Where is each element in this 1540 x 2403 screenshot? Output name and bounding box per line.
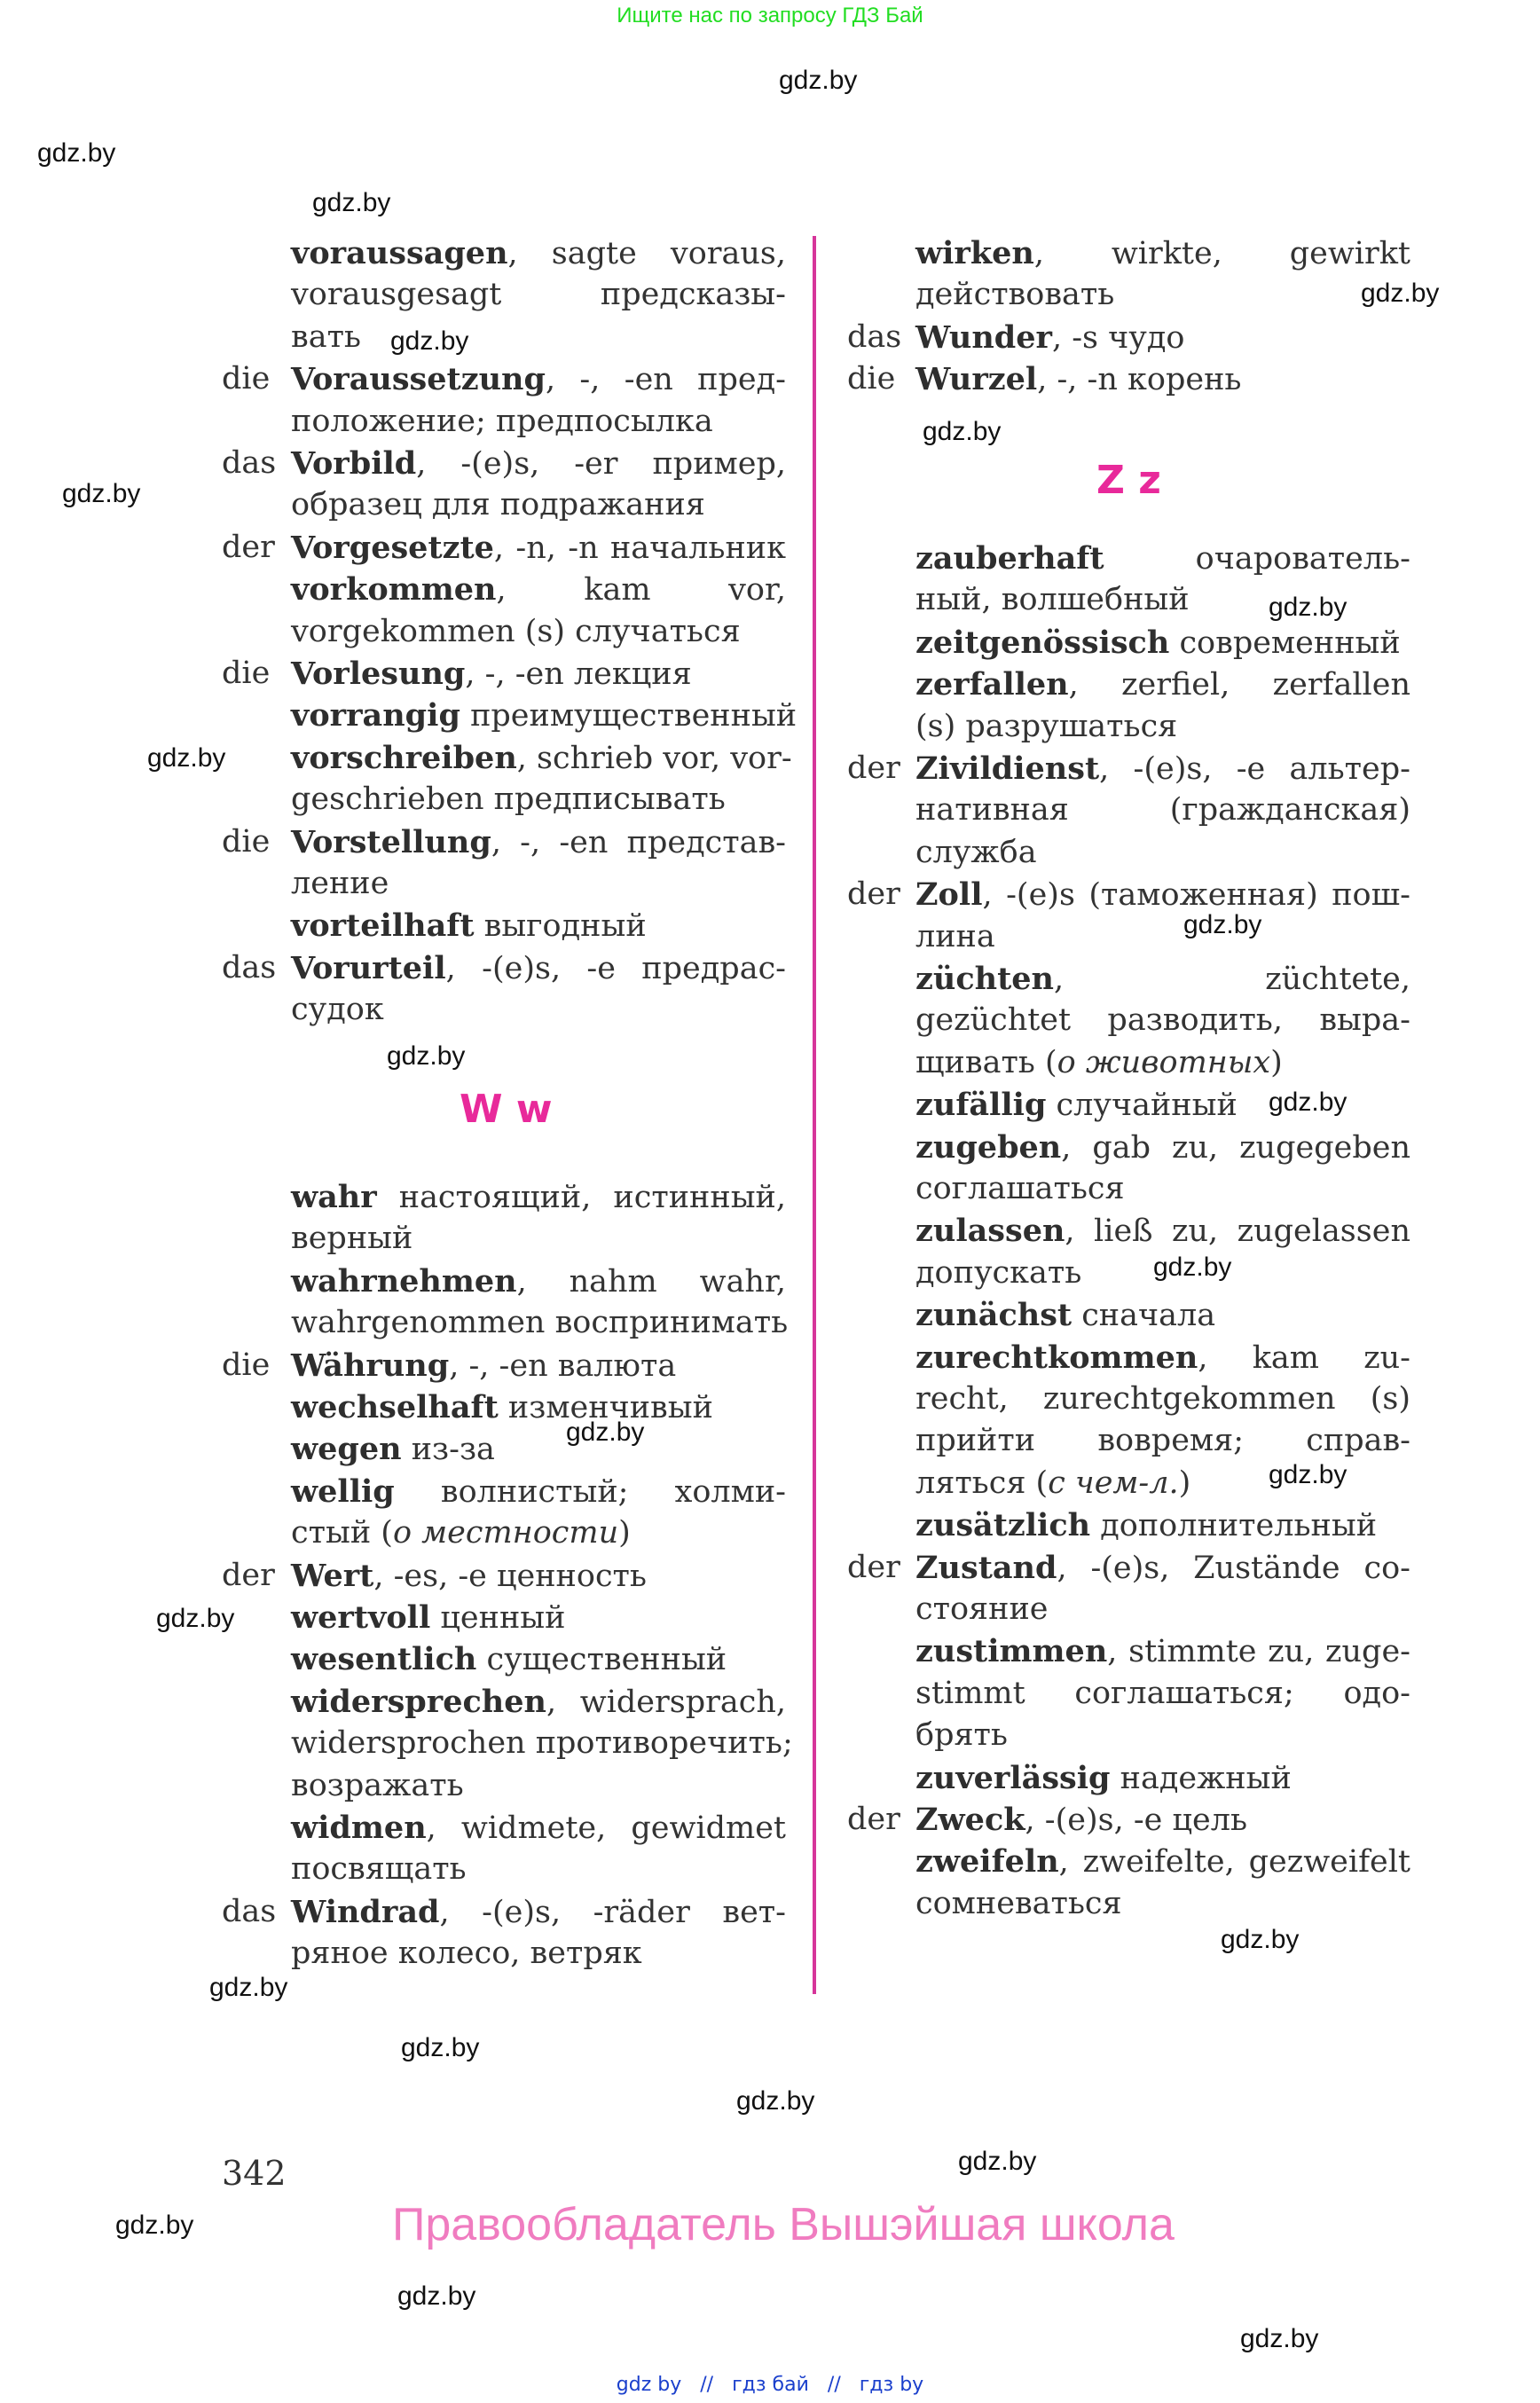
entry-line — [915, 748, 1410, 789]
entry-line — [291, 274, 786, 316]
watermark: gdz.by — [1221, 1925, 1300, 1954]
article: das — [222, 949, 277, 986]
headword: vorschreiben — [291, 739, 517, 776]
watermark: gdz.by — [1153, 1253, 1232, 1282]
headword: Vorbild — [291, 445, 417, 482]
watermark: gdz.by — [209, 1973, 288, 2002]
definition: очарователь- — [1104, 541, 1410, 577]
definition: брять — [915, 1717, 1008, 1754]
definition: , sagte voraus, — [507, 236, 786, 271]
watermark: gdz.by — [1269, 1088, 1348, 1117]
headword: Zivildienst — [915, 750, 1100, 787]
headword: widmen — [291, 1810, 427, 1846]
definition: recht, zurechtgekommen (s) — [915, 1381, 1410, 1417]
definition: , -, -en представ- — [491, 824, 786, 860]
definition: , kam zu- — [1198, 1339, 1410, 1376]
definition: , ließ zu, zugelassen — [1065, 1213, 1410, 1250]
entry-line — [291, 1933, 642, 1975]
headword: wegen — [291, 1431, 402, 1468]
definition: положение; предпосылка — [291, 403, 713, 439]
headword: zerfallen — [915, 666, 1069, 703]
entry-line — [291, 1260, 786, 1302]
link-gdz-by-cyr[interactable]: гдз by — [859, 2374, 924, 2396]
article: der — [847, 1549, 900, 1585]
definition: существенный — [476, 1642, 727, 1678]
entry-line — [291, 1302, 788, 1344]
definition: судок — [291, 992, 384, 1028]
definition: стый ( — [291, 1515, 393, 1551]
entry-line — [291, 779, 726, 821]
definition: сначала — [1072, 1298, 1216, 1334]
headword: wechselhaft — [291, 1389, 499, 1425]
definition: , -(e)s (таможенная) пош- — [982, 877, 1410, 914]
entry-line — [915, 1673, 1410, 1715]
column-divider — [813, 236, 816, 1994]
headword: zauberhaft — [915, 540, 1104, 577]
definition: ) — [1270, 1044, 1283, 1080]
definition: , -(e)s, Zustände co- — [1057, 1550, 1410, 1586]
definition: , zerfiel, zerfallen — [1068, 667, 1410, 703]
definition: , -(e)s, -er пример, — [416, 446, 786, 482]
entry-line — [915, 1210, 1410, 1252]
entry-line — [291, 821, 786, 863]
watermark: gdz.by — [401, 2033, 480, 2062]
article: das — [222, 445, 277, 481]
entry-line — [915, 538, 1410, 579]
definition: современный — [1169, 624, 1401, 661]
article: der — [847, 750, 900, 786]
article: der — [847, 1802, 900, 1837]
entry-line — [915, 832, 1037, 874]
definition: стояние — [915, 1591, 1049, 1627]
definition: лина — [915, 918, 995, 954]
entry-line — [291, 1471, 786, 1512]
definition: из-за — [401, 1432, 495, 1468]
entry-line — [291, 401, 713, 443]
headword: Wurzel — [915, 361, 1038, 398]
definition: посвящать — [291, 1851, 467, 1888]
entry-line — [915, 1084, 1238, 1126]
usage-note: с чем-л. — [1048, 1465, 1179, 1501]
bottom-links — [0, 2374, 1540, 2396]
definition: ляться ( — [915, 1465, 1049, 1501]
headword: Wert — [291, 1557, 374, 1594]
entry-line — [915, 1504, 1377, 1546]
article: das — [222, 1893, 277, 1929]
entry-line — [915, 1168, 1125, 1210]
definition: , kam vor, — [496, 572, 786, 609]
headword: wesentlich — [291, 1641, 477, 1678]
definition: прийти вовремя; справ- — [915, 1423, 1410, 1459]
watermark: gdz.by — [1361, 279, 1440, 308]
entry-line — [291, 358, 786, 400]
definition: vorausgesagt предсказы- — [291, 277, 786, 313]
entry-line — [915, 1841, 1410, 1882]
watermark: gdz.by — [156, 1604, 235, 1633]
definition: волнистый; холми- — [394, 1473, 786, 1510]
article: die — [847, 361, 896, 397]
watermark: gdz.by — [62, 479, 141, 508]
entry-line — [291, 317, 361, 358]
definition: ление — [291, 866, 389, 901]
watermark: gdz.by — [1240, 2324, 1319, 2353]
definition: wahrgenommen воспринимать — [291, 1305, 789, 1341]
entry-line — [915, 958, 1410, 1000]
entry-line — [291, 232, 786, 274]
separator: // — [827, 2374, 841, 2396]
definition: ) — [618, 1515, 631, 1551]
headword: vorrangig — [291, 697, 460, 734]
definition: возражать — [291, 1767, 464, 1803]
headword: vorteilhaft — [291, 907, 475, 945]
definition: (s) разрушаться — [915, 708, 1178, 744]
headword: Zustand — [915, 1549, 1057, 1586]
definition: ) — [1178, 1465, 1191, 1501]
entry-line — [915, 1000, 1410, 1041]
article: die — [222, 656, 271, 691]
watermark: gdz.by — [397, 2281, 476, 2311]
watermark: gdz.by — [958, 2147, 1037, 2176]
entry-line — [915, 1463, 1190, 1504]
entry-line — [291, 905, 647, 946]
entry-line — [291, 1891, 786, 1933]
watermark: gdz.by — [312, 188, 391, 217]
definition: , nahm wahr, — [516, 1263, 786, 1300]
entry-line — [915, 916, 995, 958]
headword: wahr — [291, 1179, 377, 1215]
watermark: gdz.by — [390, 326, 469, 356]
headword: voraussagen — [291, 235, 508, 271]
page-number: 342 — [222, 2154, 287, 2193]
entry-line — [915, 1253, 1081, 1294]
definition: gezüchtet разводить, выра- — [915, 1002, 1410, 1039]
entry-line — [291, 653, 692, 695]
entry-line — [291, 1386, 713, 1428]
entry-line — [915, 232, 1410, 274]
headword: Wunder — [915, 318, 1052, 356]
entry-line — [291, 1345, 676, 1386]
link-gdz-by[interactable]: gdz by — [616, 2374, 682, 2396]
definition: дополнительный — [1090, 1508, 1378, 1544]
watermark: gdz.by — [1269, 593, 1348, 622]
watermark: gdz.by — [566, 1417, 645, 1447]
entry-line — [915, 874, 1410, 915]
rights-holder: Правообладатель Вышэйшая школа — [392, 2199, 1175, 2250]
headword: zufällig — [915, 1087, 1047, 1124]
definition: верный — [291, 1221, 413, 1257]
entry-line — [915, 664, 1410, 705]
headword: wahrnehmen — [291, 1262, 517, 1300]
definition: , widmete, gewidmet — [426, 1810, 786, 1846]
entry-line — [915, 1547, 1410, 1589]
entry-line — [915, 274, 1114, 316]
definition: , -(e)s, -e альтер- — [1099, 751, 1410, 787]
headword: Vorstellung — [291, 823, 491, 860]
watermark: gdz.by — [147, 743, 226, 773]
definition: сомневаться — [915, 1885, 1122, 1921]
entry-line — [915, 1799, 1247, 1841]
entry-line — [291, 1512, 631, 1554]
entry-line — [915, 1715, 1008, 1756]
entry-line — [291, 1428, 495, 1470]
definition: , -s чудо — [1051, 319, 1185, 356]
section-heading-w: W w — [460, 1087, 553, 1132]
headword: zusätzlich — [915, 1507, 1091, 1544]
headword: Währung — [291, 1347, 450, 1384]
entry-line — [291, 484, 705, 526]
definition: , gab zu, zugegeben — [1061, 1129, 1410, 1166]
headword: Vorgesetzte — [291, 529, 494, 566]
entry-line — [291, 947, 786, 989]
entry-line — [915, 1883, 1122, 1925]
definition: , -, -en лекция — [465, 656, 692, 692]
headword: Vorurteil — [291, 949, 446, 986]
headword: zuverlässig — [915, 1759, 1111, 1796]
definition: изменчивый — [498, 1390, 713, 1425]
definition: , -(e)s, -e цель — [1025, 1802, 1248, 1838]
entry-line — [291, 1597, 565, 1638]
definition: щивать ( — [915, 1044, 1057, 1080]
definition: выгодный — [474, 908, 647, 945]
entry-line — [915, 1378, 1410, 1420]
entry-line — [915, 579, 1190, 621]
entry-line — [915, 1757, 1292, 1799]
definition: нативная (гражданская) — [915, 792, 1410, 828]
entry-line — [915, 1630, 1410, 1672]
entry-line — [915, 789, 1410, 831]
headword: Zoll — [915, 876, 983, 914]
entry-line — [291, 1638, 727, 1680]
definition: ряное колесо, ветряк — [291, 1936, 642, 1972]
definition: , -, -en валюта — [449, 1347, 677, 1384]
definition: , schrieb vor, vor- — [516, 740, 792, 776]
headword: züchten — [915, 961, 1054, 997]
article: die — [222, 361, 271, 397]
watermark: gdz.by — [115, 2211, 194, 2240]
entry-line — [915, 1589, 1049, 1630]
definition: , stimmte zu, zuge- — [1107, 1634, 1410, 1670]
watermark: gdz.by — [736, 2086, 815, 2116]
definition: , -es, -e ценность — [373, 1558, 647, 1594]
definition: преимущественный — [460, 698, 798, 734]
entry-line — [915, 1420, 1410, 1462]
definition: , wirkte, gewirkt — [1033, 236, 1410, 271]
watermark: gdz.by — [37, 138, 116, 168]
headword: zweifeln — [915, 1843, 1059, 1881]
headword: wertvoll — [291, 1599, 431, 1636]
definition: vorgekommen (s) случаться — [291, 613, 741, 649]
article: die — [222, 823, 271, 860]
headword: Voraussetzung — [291, 361, 546, 398]
entry-line — [291, 527, 786, 569]
watermark: gdz.by — [1269, 1460, 1348, 1489]
headword: Windrad — [291, 1893, 440, 1930]
headword: Zweck — [915, 1802, 1025, 1838]
usage-note: о местности — [392, 1515, 619, 1551]
definition: , -n, -n начальник — [493, 530, 786, 566]
entry-line — [915, 358, 1242, 400]
definition: , -(e)s, -e предрас- — [445, 950, 786, 986]
entry-line — [291, 1176, 786, 1218]
headword: zustimmen — [915, 1633, 1108, 1670]
entry-line — [915, 1294, 1215, 1336]
definition: , zweifelte, gezweifelt — [1058, 1844, 1410, 1881]
entry-line — [291, 1765, 464, 1807]
definition: , -, -en пред- — [545, 362, 786, 398]
definition: настоящий, истинный, — [376, 1180, 786, 1215]
entry-line — [915, 1127, 1410, 1168]
watermark: gdz.by — [1183, 910, 1262, 939]
definition: geschrieben предписывать — [291, 781, 726, 818]
headword: zeitgenössisch — [915, 624, 1170, 661]
definition: служба — [915, 834, 1037, 870]
entry-line — [915, 1042, 1283, 1084]
link-gdz-bai[interactable]: гдз бай — [732, 2374, 809, 2396]
entry-line — [291, 569, 786, 610]
entry-line — [291, 1807, 786, 1849]
entry-line — [291, 1218, 412, 1260]
headword: widersprechen — [291, 1683, 546, 1720]
article: die — [222, 1347, 271, 1383]
definition: действовать — [915, 277, 1115, 313]
article: das — [847, 318, 902, 355]
entry-line — [291, 1849, 467, 1890]
section-heading-z: Z z — [1096, 458, 1161, 503]
entry-line — [291, 443, 786, 484]
definition: stimmt соглашаться; одо- — [915, 1675, 1410, 1711]
headword: wirken — [915, 235, 1034, 271]
entry-line — [915, 706, 1177, 748]
entry-line — [291, 989, 384, 1031]
definition: надежный — [1110, 1760, 1292, 1796]
search-banner: Ищите нас по запросу ГДЗ Бай — [617, 4, 923, 27]
definition: widersprochen противоречить; — [291, 1725, 793, 1762]
watermark: gdz.by — [923, 417, 1002, 446]
headword: Vorlesung — [291, 656, 466, 692]
entry-line — [291, 863, 389, 905]
headword: zurechtkommen — [915, 1339, 1198, 1376]
headword: zunächst — [915, 1297, 1072, 1334]
headword: vorkommen — [291, 571, 497, 609]
definition: образец для подражания — [291, 487, 705, 523]
entry-line — [915, 1337, 1410, 1378]
definition: , widersprach, — [546, 1684, 786, 1720]
definition: , -(e)s, -räder вет- — [439, 1894, 786, 1930]
definition: соглашаться — [915, 1171, 1125, 1206]
definition: ценный — [430, 1600, 566, 1636]
usage-note: о животных — [1057, 1044, 1271, 1080]
article: der — [847, 876, 900, 913]
article: der — [222, 529, 275, 565]
headword: zulassen — [915, 1213, 1065, 1250]
article: der — [222, 1557, 275, 1593]
entry-line — [291, 1555, 647, 1597]
definition: допускать — [915, 1254, 1082, 1291]
watermark: gdz.by — [387, 1041, 466, 1071]
entry-line — [291, 737, 792, 779]
definition: вать — [291, 318, 361, 355]
headword: wellig — [291, 1472, 395, 1510]
entry-line — [291, 695, 797, 736]
definition: , züchtete, — [1053, 962, 1410, 997]
entry-line — [915, 622, 1401, 664]
definition: ный, волшебный — [915, 582, 1190, 618]
entry-line — [915, 317, 1185, 358]
entry-line — [291, 611, 741, 653]
definition: случайный — [1046, 1088, 1238, 1124]
separator: // — [700, 2374, 714, 2396]
entry-line — [291, 1723, 793, 1764]
headword: zugeben — [915, 1128, 1062, 1166]
definition: , -, -n корень — [1037, 362, 1242, 398]
entry-line — [291, 1681, 786, 1723]
watermark: gdz.by — [779, 66, 858, 95]
